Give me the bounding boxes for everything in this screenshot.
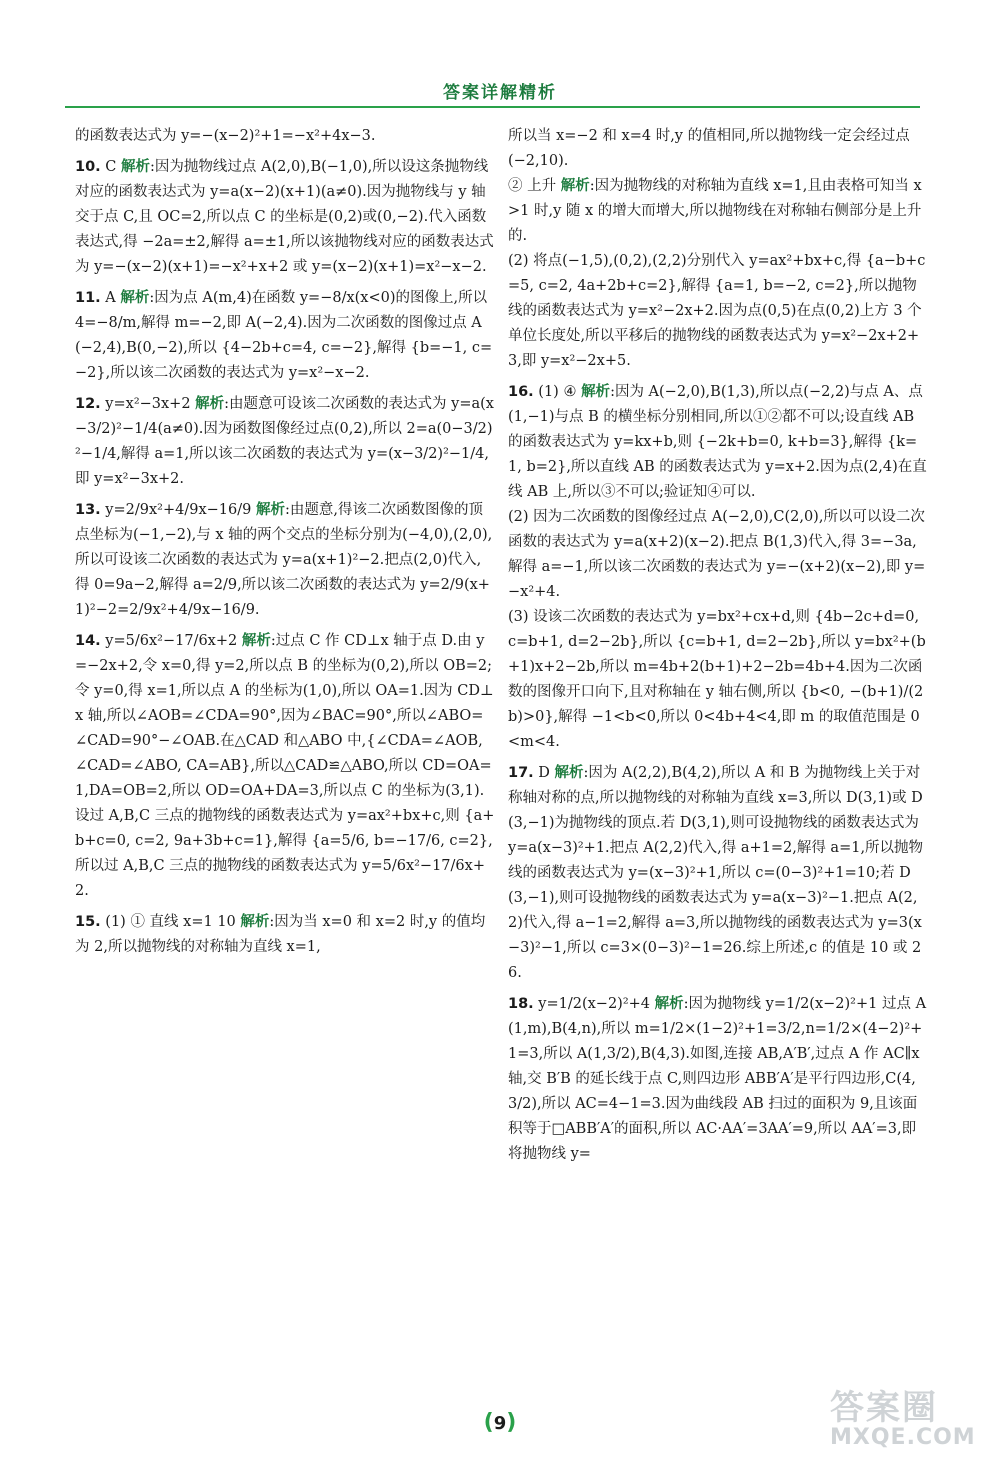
answer-paragraph: (3) 设该二次函数的表达式为 y=bx²+cx+d,则 {4b−2c+d=0, c=b+1, d=2−2b},所以 {c=b+1, d=2−2b},所以 y=bx²+(b+1)x+2−2b,所以 m=4b+2(b+1)+2−2b=4b+4.因为二次函数的图像开口向下,且对称轴在 y 轴右侧,所以 {b<0, −(b+1)/(2b)>0},解得 −1<b<0,所以 0<4b+4<4,即 m 的取值范围是 0<m<4.	[508, 609, 926, 750]
right-bracket-icon: )	[506, 1410, 517, 1435]
answer-item-10: 10. C 解析:因为抛物线过点 A(2,0),B(−1,0),所以设这条抛物线对应的函数表达式为 y=a(x−2)(x+1)(a≠0).因为抛物线与 y 轴交于点 C,且 OC=2,所以点 C 的坐标是(0,2)或(0,−2).代入函数表达式,得 −2a=±2,解得 a=±1,所以该抛物线对应的函数表达式为 y=−(x−2)(x+1)=−x²+x+2 或 y=(x−2)(x+1)=x²−x−2.	[75, 159, 494, 275]
answer-item-12: 12. y=x²−3x+2 解析:由题意可设该二次函数的表达式为 y=a(x−3/2)²−1/4(a≠0).因为函数图像经过点(0,2),所以 2=a(0−3/2)²−1/4,解得 a=1,所以该二次函数的表达式为 y=(x−3/2)²−1/4,即 y=x²−3x+2.	[75, 396, 494, 487]
right-column	[508, 124, 928, 1167]
left-column	[75, 124, 495, 960]
page-header-title: 答案详解精析	[443, 83, 557, 103]
answer-item-17: 17. D 解析:因为 A(2,2),B(4,2),所以 A 和 B 为抛物线上关于对称轴对称的点,所以抛物线的对称轴为直线 x=3,所以 D(3,1)或 D(3,−1)为抛物线的顶点.若 D(3,1),则可设抛物线的函数表达式为 y=a(x−3)²+1.把点 A(2,2)代入,得 a+1=2,解得 a=1,所以抛物线的函数表达式为 y=(x−3)²+1,所以 c=(0−3)²+1=10;若 D(3,−1),则可设抛物线的函数表达式为 y=a(x−3)²−1.把点 A(2,2)代入,得 a−1=2,解得 a=3,所以抛物线的函数表达式为 y=3(x−3)²−1,所以 c=3×(0−3)²−1=26.综上所述,c 的值是 10 或 26.	[508, 765, 924, 981]
answer-item-16: 16. (1) ④ 解析:因为 A(−2,0),B(1,3),所以点(−2,2)与点 A、点(1,−1)与点 B 的横坐标分别相同,所以①②都不可以;设直线 AB 的函数表达式为 y=kx+b,则 {−2k+b=0, k+b=3},解得 {k=1, b=2},所以直线 AB 的函数表达式为 y=x+2.因为点(2,4)在直线 AB 上,所以③不可以;验证知④可以.	[508, 384, 927, 500]
left-bracket-icon: (	[483, 1410, 494, 1435]
answer-item-14: 14. y=5/6x²−17/6x+2 解析:过点 C 作 CD⊥x 轴于点 D.由 y=−2x+2,令 x=0,得 y=2,所以点 B 的坐标为(0,2),所以 OB=2;令 y=0,得 x=1,所以点 A 的坐标为(1,0),所以 OA=1.因为 CD⊥x 轴,所以∠AOB=∠CDA=90°,因为∠BAC=90°,所以∠ABO=∠CAD=90°−∠OAB.在△CAD 和△ABO 中,{∠CDA=∠AOB, ∠CAD=∠ABO, CA=AB},所以△CAD≌△ABO,所以 CD=OA=1,DA=OB=2,所以 OD=OA+DA=3,所以点 C 的坐标为(3,1).设过 A,B,C 三点的抛物线的函数表达式为 y=ax²+bx+c,则 {a+b+c=0, c=2, 9a+3b+c=1},解得 {a=5/6, b=−17/6, c=2},所以过 A,B,C 三点的抛物线的函数表达式为 y=5/6x²−17/6x+2.	[75, 633, 495, 899]
page-number: (9)	[483, 1410, 517, 1435]
answer-paragraph: (2) 将点(−1,5),(0,2),(2,2)分别代入 y=ax²+bx+c,得 {a−b+c=5, c=2, 4a+2b+c=2},解得 {a=1, b=−2, c=2},所以抛物线的函数表达式为 y=x²−2x+2.因为点(0,5)在点(0,2)上方 3 个单位长度处,所以平移后的抛物线的函数表达式为 y=x²−2x+2+3,即 y=x²−2x+5.	[508, 253, 926, 369]
answer-item-11: 11. A 解析:因为点 A(m,4)在函数 y=−8/x(x<0)的图像上,所以 4=−8/m,解得 m=−2,即 A(−2,4).因为二次函数的图像过点 A(−2,4),B(0,−2),所以 {4−2b+c=4, c=−2},解得 {b=−1, c=−2},所以该二次函数的表达式为 y=x²−x−2.	[75, 290, 493, 381]
header-divider	[65, 106, 920, 108]
answer-paragraph: 的函数表达式为 y=−(x−2)²+1=−x²+4x−3.	[75, 128, 376, 144]
watermark-logo: 答案圈 MXQE.COM	[830, 1388, 976, 1450]
answer-paragraph: (2) 因为二次函数的图像经过点 A(−2,0),C(2,0),所以可以设二次函数的表达式为 y=a(x+2)(x−2).把点 B(1,3)代入,得 3=−3a,解得 a=−1,所以该二次函数的表达式为 y=−(x+2)(x−2),即 y=−x²+4.	[508, 509, 926, 600]
answer-paragraph: ② 上升 解析:因为抛物线的对称轴为直线 x=1,且由表格可知当 x>1 时,y 随 x 的增大而增大,所以抛物线在对称轴右侧部分是上升的.	[508, 178, 922, 244]
answer-paragraph: 所以当 x=−2 和 x=4 时,y 的值相同,所以抛物线一定会经过点(−2,10).	[508, 128, 910, 169]
answer-item-13: 13. y=2/9x²+4/9x−16/9 解析:由题意,得该二次函数图像的顶点坐标为(−1,−2),与 x 轴的两个交点的坐标分别为(−4,0),(2,0),所以可设该二次函数的表达式为 y=a(x+1)²−2.把点(2,0)代入,得 0=9a−2,解得 a=2/9,所以该二次函数的表达式为 y=2/9(x+1)²−2=2/9x²+4/9x−16/9.	[75, 502, 493, 618]
answer-item-18: 18. y=1/2(x−2)²+4 解析:因为抛物线 y=1/2(x−2)²+1 过点 A(1,m),B(4,n),所以 m=1/2×(1−2)²+1=3/2,n=1/2×(4−2)²+1=3,所以 A(1,3/2),B(4,3).如图,连接 AB,A′B′,过点 A 作 AC∥x 轴,交 B′B 的延长线于点 C,则四边形 ABB′A′是平行四边形,C(4,3/2),所以 AC=4−1=3.因为曲线段 AB 扫过的面积为 9,且该面积等于□ABB′A′的面积,所以 AC·AA′=3AA′=9,所以 AA′=3,即将抛物线 y=	[508, 996, 927, 1162]
answer-item-15: 15. (1) ① 直线 x=1 10 解析:因为当 x=0 和 x=2 时,y 的值均为 2,所以抛物线的对称轴为直线 x=1,	[75, 914, 486, 955]
